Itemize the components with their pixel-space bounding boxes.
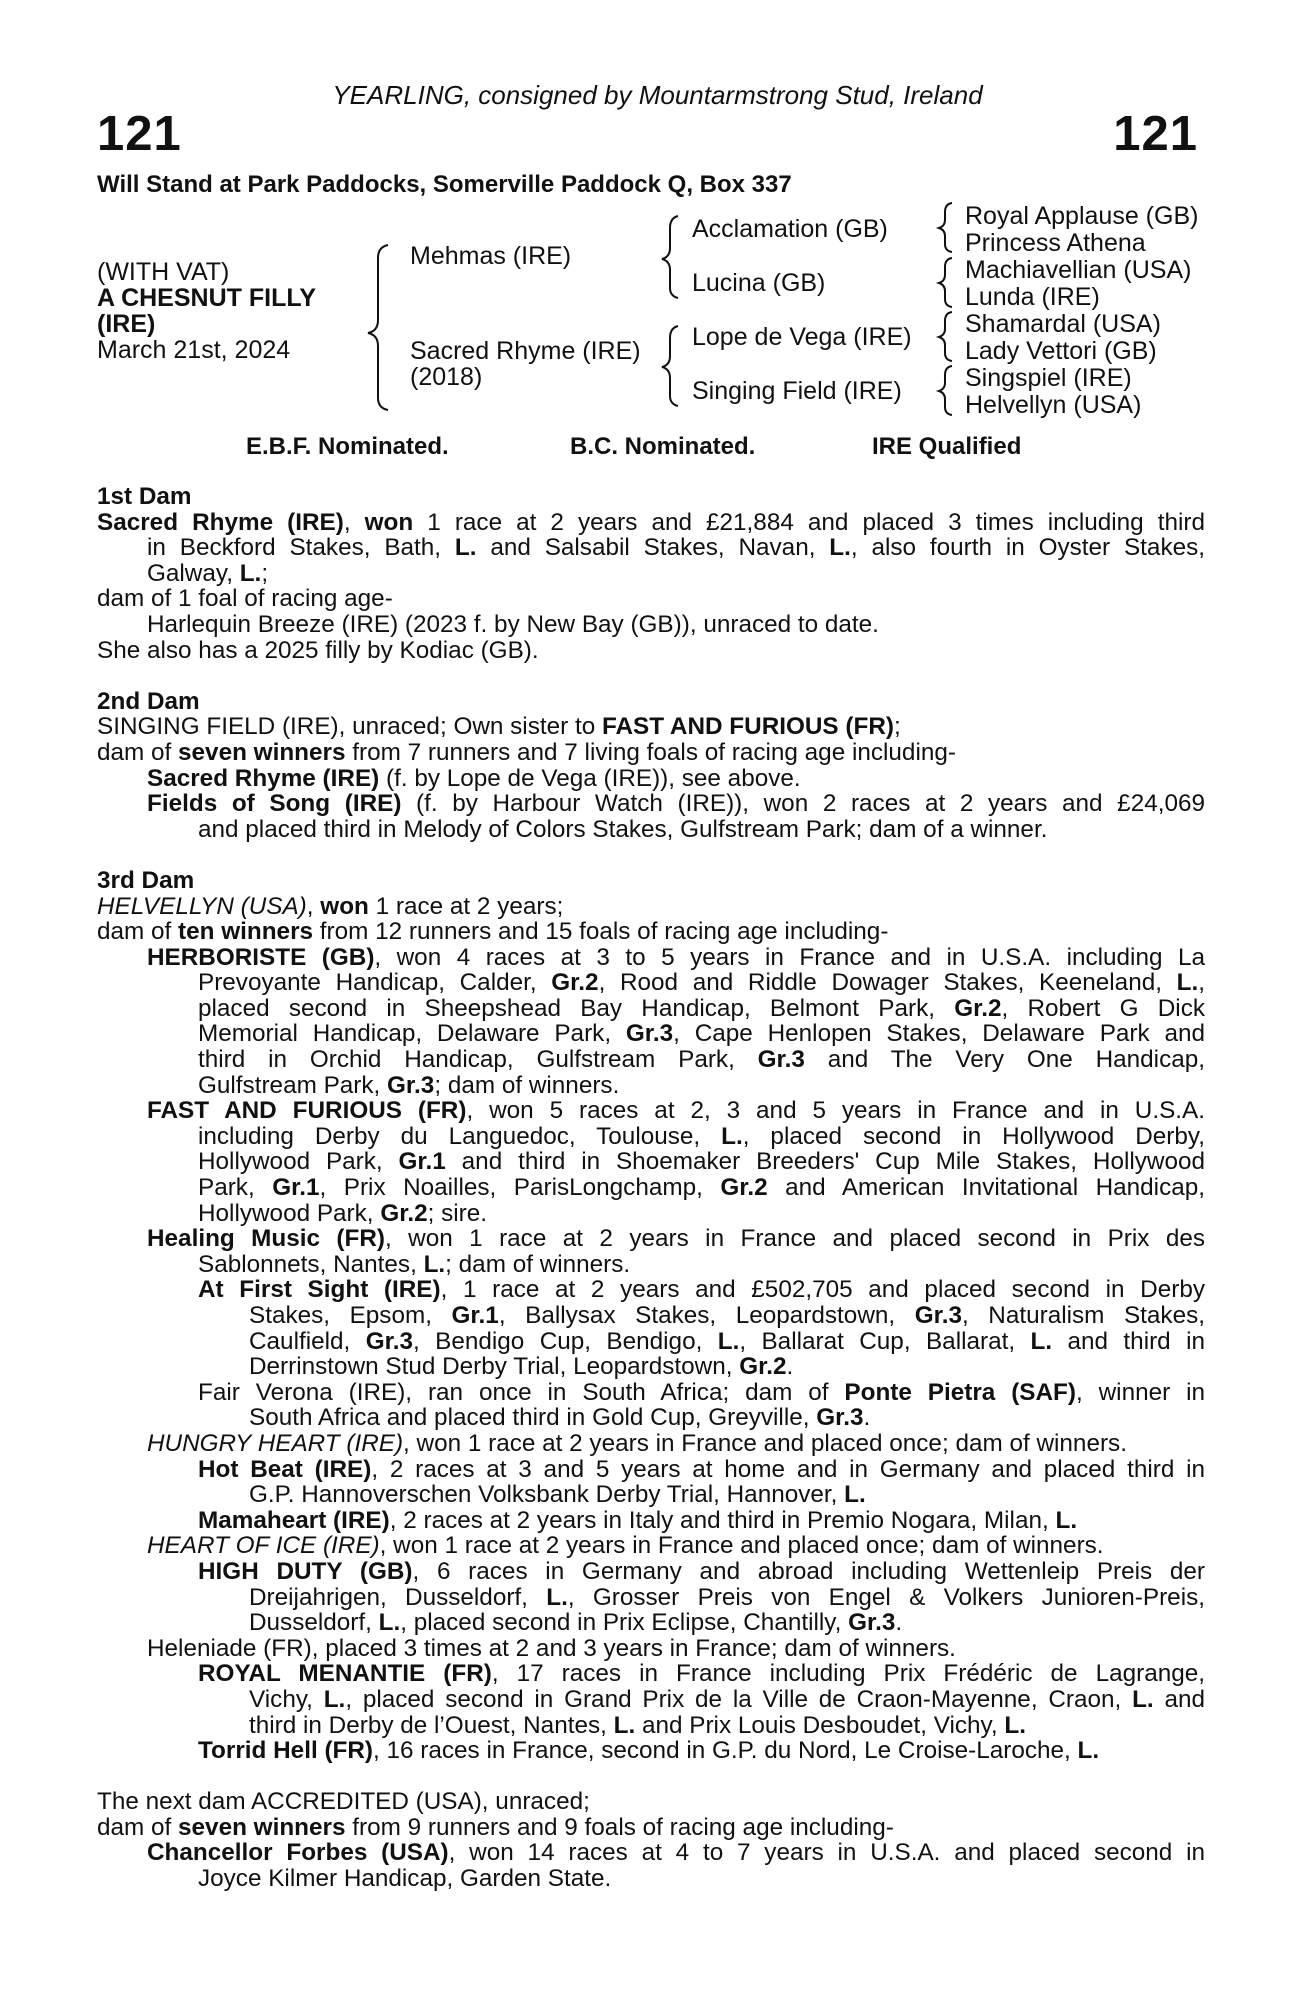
fourth-generation-foal: third in Derby de l’Ouest, Nantes, L. and Prix Louis Desboudet, Vichy, L.	[249, 1711, 1026, 1739]
pedigree-braces	[0, 0, 1315, 430]
second-dam-line: dam of seven winners from 7 runners and 7 living foals of racing age including-	[97, 738, 956, 766]
third-dam-foal: including Derby du Languedoc, Toulouse, L., placed second in Hollywood Derby,	[198, 1123, 1205, 1150]
dam-dam: Singing Field (IRE)	[692, 377, 902, 405]
fourth-generation-foal: South Africa and placed third in Gold Cup, Greyville, Gr.3.	[249, 1404, 871, 1432]
third-dam-foal: HERBORISTE (GB), won 4 races at 3 to 5 years in France and in U.S.A. including La	[147, 944, 1205, 971]
next-dam-foal: Joyce Kilmer Handicap, Garden State.	[198, 1865, 612, 1893]
first-dam-line: in Beckford Stakes, Bath, L. and Salsabil Stakes, Navan, L., also fourth in Oyster Stakes,	[147, 535, 1205, 561]
dam-sire: Lope de Vega (IRE)	[692, 323, 912, 351]
second-dam-line: SINGING FIELD (IRE), unraced; Own sister to FAST AND FURIOUS (FR);	[97, 713, 901, 741]
fourth-generation-foal: Derrinstown Stud Derby Trial, Leopardstown, Gr.2.	[249, 1353, 794, 1381]
third-dam-foal: HEART OF ICE (IRE), won 1 race at 2 years in France and placed once; dam of winners.	[147, 1532, 1104, 1560]
sire-sire: Acclamation (GB)	[692, 215, 888, 243]
sire: Mehmas (IRE)	[410, 242, 572, 270]
lot-number-right: 121	[1113, 107, 1198, 161]
great-grandsire-4: Singspiel (IRE)	[965, 364, 1132, 392]
next-dam-foal: Chancellor Forbes (USA), won 14 races at 4 to 7 years in U.S.A. and placed second in	[147, 1840, 1205, 1867]
third-dam-foal: Sablonnets, Nantes, L.; dam of winners.	[198, 1250, 631, 1278]
first-dam-line: dam of 1 foal of racing age-	[97, 585, 393, 613]
fourth-generation-foal: At First Sight (IRE), 1 race at 2 years and £502,705 and placed second in Derby	[198, 1277, 1205, 1303]
sire-dam: Lucina (GB)	[692, 269, 826, 297]
third-dam-foal: HUNGRY HEART (IRE), won 1 race at 2 years in France and placed once; dam of winners.	[147, 1429, 1127, 1457]
third-dam-foal: Memorial Handicap, Delaware Park, Gr.3, Cape Henlopen Stakes, Delaware Park and	[198, 1021, 1205, 1048]
second-dam-foal: Sacred Rhyme (IRE) (f. by Lope de Vega (IRE)), see above.	[147, 764, 801, 792]
third-dam-foal: Gulfstream Park, Gr.3; dam of winners.	[198, 1071, 620, 1099]
first-dam-line: Sacred Rhyme (IRE), won 1 race at 2 years and £21,884 and placed 3 times including third	[97, 509, 1205, 536]
dam: Sacred Rhyme (IRE)	[410, 337, 641, 365]
third-dam-foal: Healing Music (FR), won 1 race at 2 years in France and placed second in Prix des	[147, 1226, 1205, 1252]
second-dam-foal: Fields of Song (IRE) (f. by Harbour Watch (IRE)), won 2 races at 2 years and £24,069	[147, 791, 1205, 817]
third-dam-foal: third in Orchid Handicap, Gulfstream Park, Gr.3 and The Very One Handicap,	[198, 1047, 1205, 1073]
next-dam-line: The next dam ACCREDITED (USA), unraced;	[97, 1788, 590, 1816]
fourth-generation-foal: ROYAL MENANTIE (FR), 17 races in France including Prix Frédéric de Lagrange,	[198, 1661, 1205, 1687]
bc-nomination: B.C. Nominated.	[570, 433, 756, 460]
third-dam-line: HELVELLYN (USA), won 1 race at 2 years;	[97, 892, 564, 920]
horse-name-country: (IRE)	[97, 310, 156, 338]
fourth-generation-foal: Stakes, Epsom, Gr.1, Ballysax Stakes, Leopardstown, Gr.3, Naturalism Stakes,	[249, 1303, 1205, 1329]
fourth-generation-foal: Hot Beat (IRE), 2 races at 3 and 5 years at home and in Germany and placed third in	[198, 1456, 1205, 1483]
great-grandsire-1: Royal Applause (GB)	[965, 202, 1199, 230]
third-dam-foal: Hollywood Park, Gr.1 and third in Shoemaker Breeders' Cup Mile Stakes, Hollywood	[198, 1149, 1205, 1176]
first-dam-line: Galway, L.;	[147, 559, 269, 587]
fourth-generation-foal: Vichy, L., placed second in Grand Prix de la Ville de Craon-Mayenne, Craon, L. and	[249, 1686, 1205, 1713]
third-dam-heading: 3rd Dam	[97, 866, 195, 894]
consignor-line: YEARLING, consigned by Mountarmstrong Stud, Ireland	[332, 80, 983, 110]
fourth-generation-foal: Mamaheart (IRE), 2 races at 2 years in Italy and third in Premio Nogara, Milan, L.	[198, 1506, 1078, 1534]
third-dam-foal: placed second in Sheepshead Bay Handicap, Belmont Park, Gr.2, Robert G Dick	[198, 995, 1205, 1022]
fourth-generation-foal: Fair Verona (IRE), ran once in South Africa; dam of Ponte Pietra (SAF), winner in	[198, 1379, 1205, 1406]
third-dam-line: dam of ten winners from 12 runners and 15 foals of racing age including-	[97, 918, 889, 946]
third-dam-foal: Hollywood Park, Gr.2; sire.	[198, 1199, 487, 1227]
great-granddam-4: Helvellyn (USA)	[965, 391, 1142, 419]
fourth-generation-foal: HIGH DUTY (GB), 6 races in Germany and abroad including Wettenleip Preis der	[198, 1558, 1205, 1585]
ebf-nomination: E.B.F. Nominated.	[246, 433, 449, 460]
next-dam-line: dam of seven winners from 9 runners and 9 foals of racing age including-	[97, 1813, 894, 1841]
third-dam-foal: Heleniade (FR), placed 3 times at 2 and 3 years in France; dam of winners.	[147, 1634, 956, 1662]
produce-record	[97, 484, 1205, 1892]
foaling-date: March 21st, 2024	[97, 336, 291, 364]
stand-location: Will Stand at Park Paddocks, Somerville Paddock Q, Box 337	[97, 171, 792, 198]
great-granddam-2: Lunda (IRE)	[965, 283, 1100, 311]
second-dam-heading: 2nd Dam	[97, 687, 200, 715]
second-dam-foal: and placed third in Melody of Colors Stakes, Gulfstream Park; dam of a winner.	[198, 815, 1048, 843]
third-dam-foal: Prevoyante Handicap, Calder, Gr.2, Rood and Riddle Dowager Stakes, Keeneland, L.,	[198, 970, 1205, 996]
great-granddam-3: Lady Vettori (GB)	[965, 337, 1157, 365]
great-grandsire-3: Shamardal (USA)	[965, 310, 1161, 338]
fourth-generation-foal: Dreijahrigen, Dusseldorf, L., Grosser Preis von Engel & Volkers Junioren-Preis,	[249, 1584, 1205, 1611]
third-dam-foal: FAST AND FURIOUS (FR), won 5 races at 2, 3 and 5 years in France and in U.S.A.	[147, 1098, 1205, 1124]
great-grandsire-2: Machiavellian (USA)	[965, 256, 1192, 284]
fourth-generation-foal: G.P. Hannoverschen Volksbank Derby Trial, Hannover, L.	[249, 1481, 866, 1509]
fourth-generation-foal: Caulfield, Gr.3, Bendigo Cup, Bendigo, L., Ballarat Cup, Ballarat, L. and third in	[249, 1328, 1205, 1355]
vat-note: (WITH VAT)	[97, 258, 230, 286]
ire-qualified: IRE Qualified	[872, 433, 1022, 460]
horse-name: A CHESNUT FILLY	[97, 284, 316, 312]
dam-year: (2018)	[410, 363, 483, 391]
great-granddam-1: Princess Athena	[965, 229, 1146, 257]
fourth-generation-foal: Torrid Hell (FR), 16 races in France, second in G.P. du Nord, Le Croise-Laroche, L.	[198, 1737, 1100, 1765]
first-dam-line: She also has a 2025 filly by Kodiac (GB).	[97, 636, 539, 664]
first-dam-heading: 1st Dam	[97, 483, 192, 510]
lot-number-left: 121	[97, 107, 182, 161]
third-dam-foal: Park, Gr.1, Prix Noailles, ParisLongchamp, Gr.2 and American Invitational Handicap,	[198, 1175, 1205, 1201]
fourth-generation-foal: Dusseldorf, L., placed second in Prix Eclipse, Chantilly, Gr.3.	[249, 1609, 903, 1637]
first-dam-foal: Harlequin Breeze (IRE) (2023 f. by New Bay (GB)), unraced to date.	[147, 610, 879, 638]
